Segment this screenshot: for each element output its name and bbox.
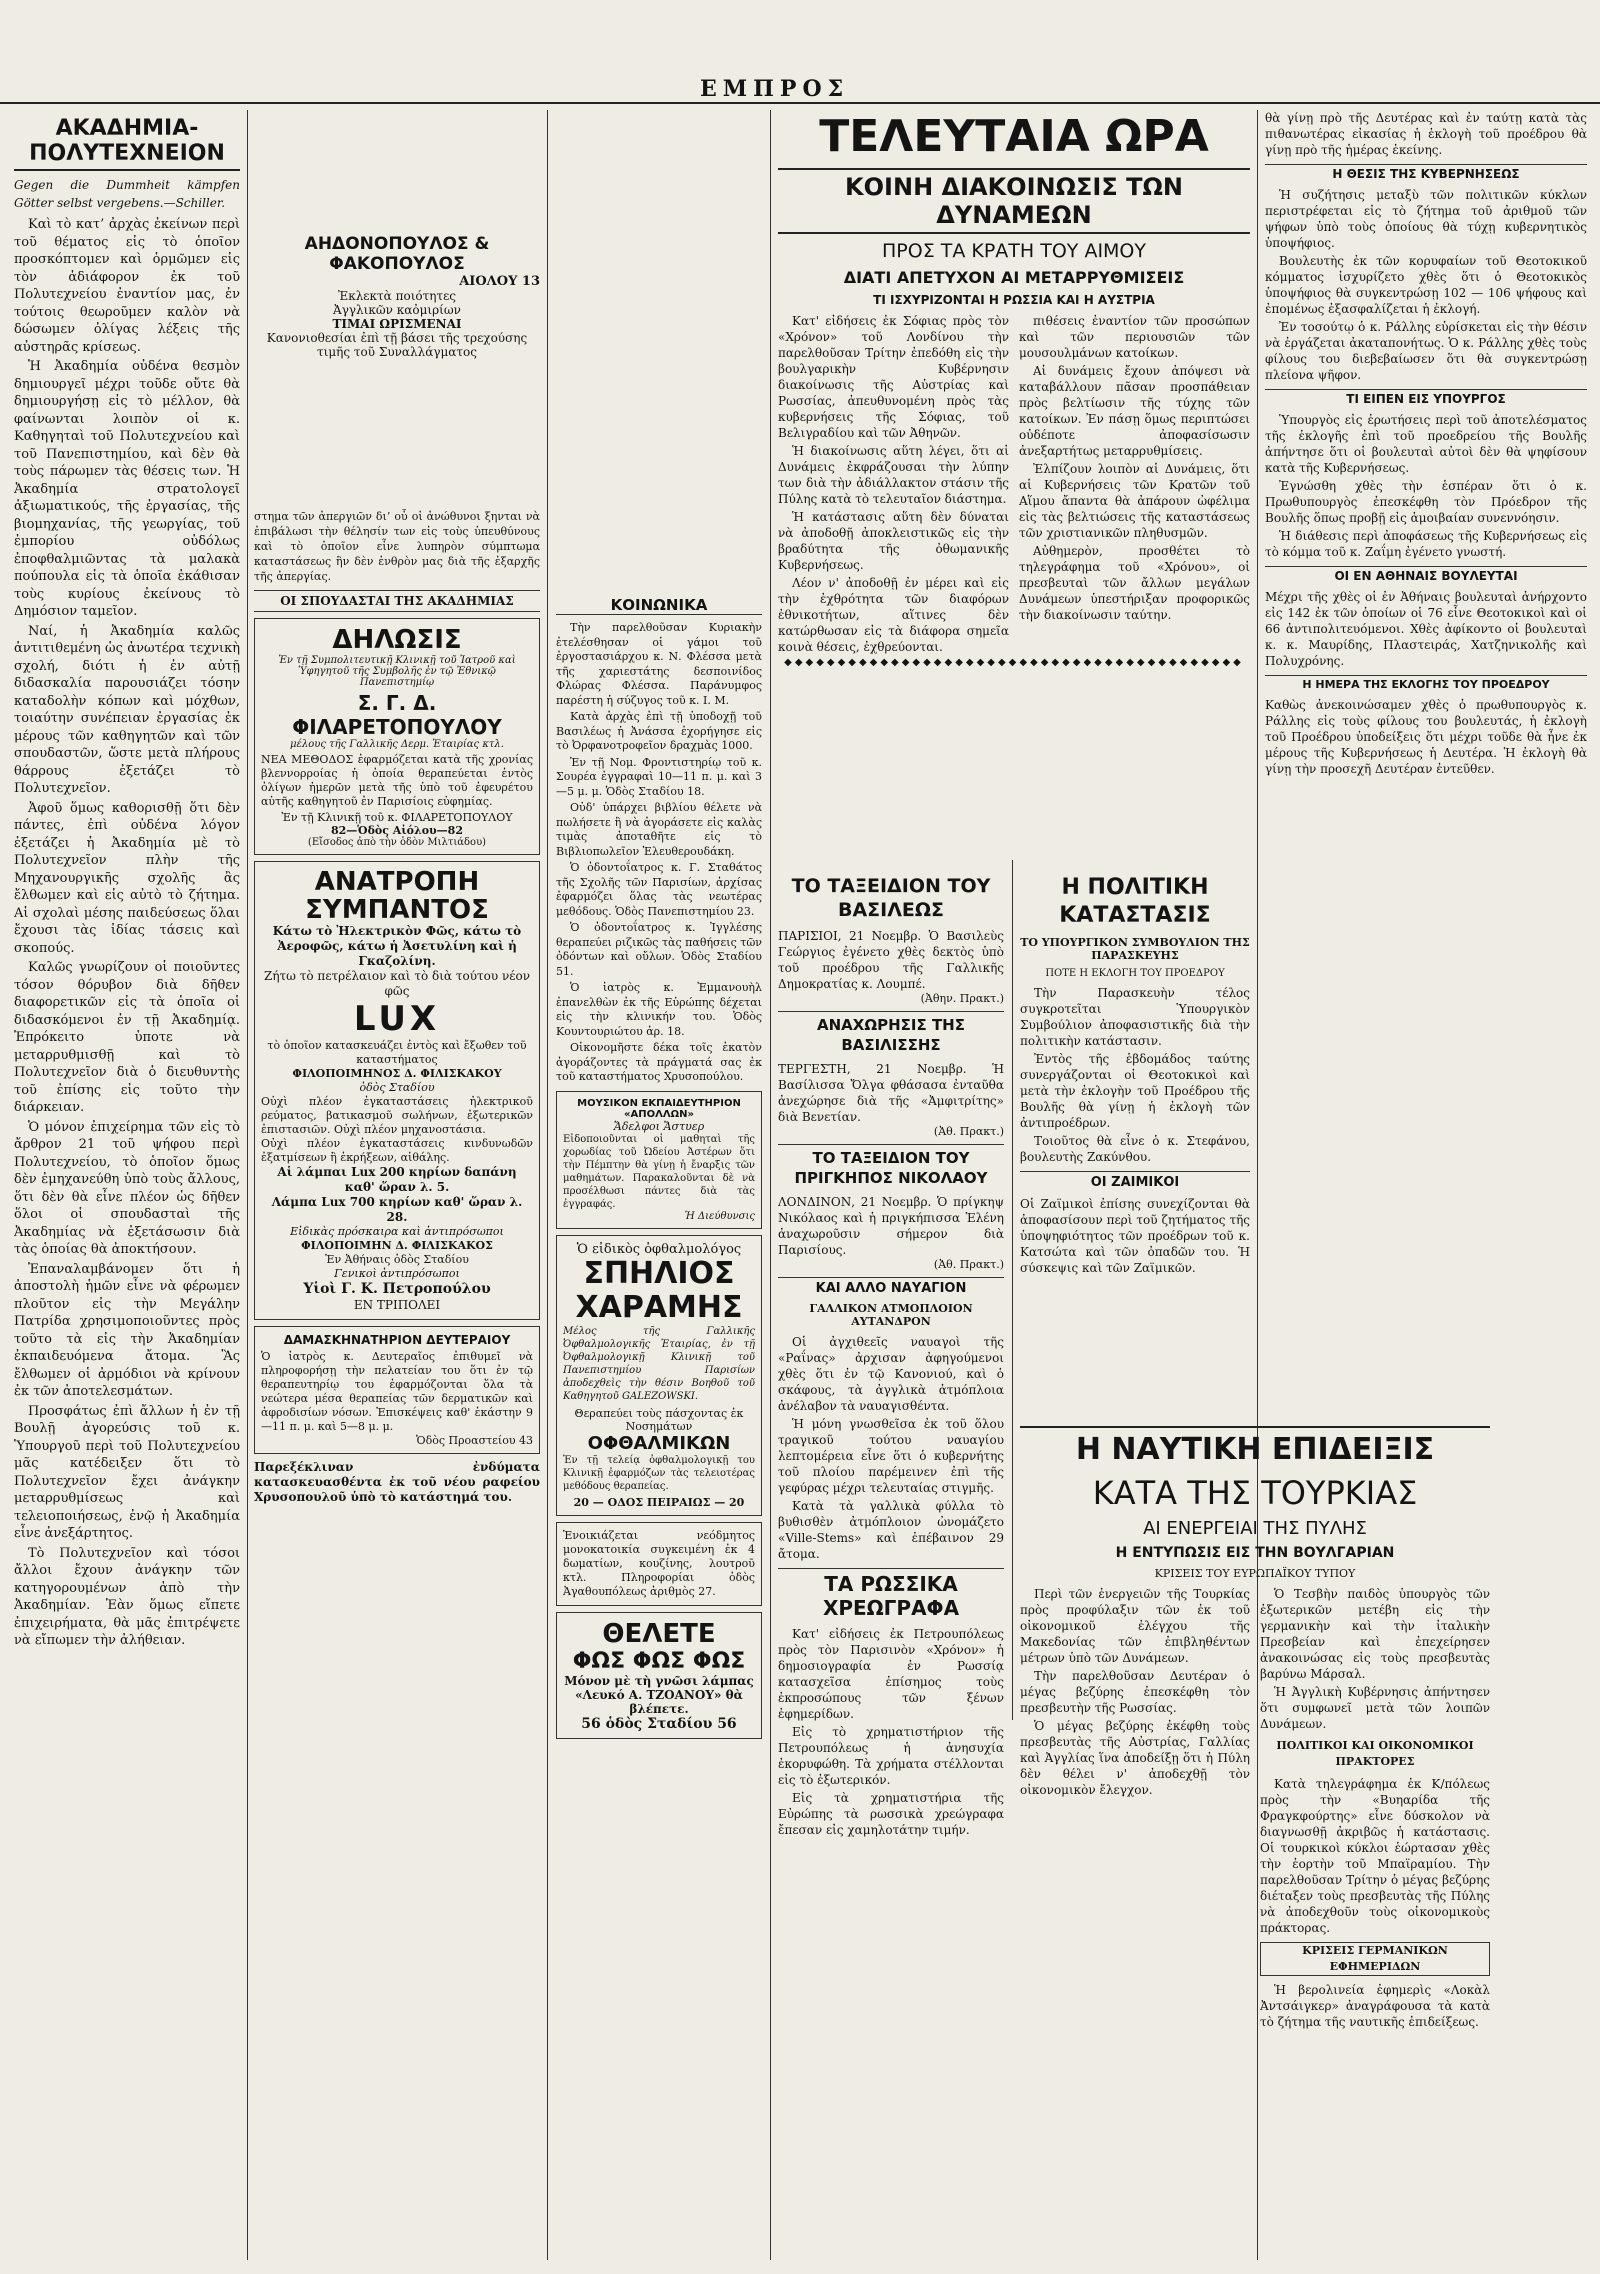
ad-line: Εἰδικὰς πρόσκαιρα καὶ ἀντιπρόσωποι xyxy=(290,1225,504,1238)
paragraph: Καλῶς γνωρίζουν οἱ ποιοῦντες τόσον θόρυβον διὰ δῆθεν διαφορετικῶν εἰς τὰ ὁποῖα οἱ διδασκόμενοι ἐν τῇ Ἀκαδημίᾳ. Ἐπρόκειτο ὑποτε νὰ μεταρρυθμισθῇ καὶ τὸ Πολυτεχνεῖον διὰ ὁ διευθυντὴς τοῦ ἐπίσης εἰς τοῦτο τὴν διάρκειαν. xyxy=(14,960,240,1115)
paragraph: Ἐλπίζουν λοιπὸν αἱ Δυνάμεις, ὅτι αἱ Κυβερνήσεις τῶν Κρατῶν τοῦ Αἵμου ἄπαντα θὰ ἀπάρουν ὠφέλιμα εἰς τὰς βελτιώσεις τῆς καταστάσεως τῶν χριστιανικῶν πληθυσμῶν. xyxy=(1019,462,1250,540)
section-heading: Η ΗΜΕΡΑ ΤΗΣ ΕΚΛΟΓΗΣ ΤΟΥ ΠΡΟΕΔΡΟΥ xyxy=(1265,675,1587,691)
paragraph: Ἡ Ἀγγλικὴ Κυβέρνησις ἀπήντησεν ὅτι συμφωνεῖ μετὰ τῶν λοιπῶν Δυνάμεων. xyxy=(1260,1685,1490,1731)
lux-brand: LUX xyxy=(353,999,441,1039)
shipwreck-body xyxy=(778,1334,1004,1562)
divider: ◆◆◆◆◆◆◆◆◆◆◆◆◆◆◆◆◆◆◆◆◆◆◆◆◆◆◆◆◆◆◆◆◆◆◆◆◆◆◆◆◆◆◆ xyxy=(784,657,1244,668)
paragraph: Αὐθημερὸν, προσθέτει τὸ τηλεγράφημα τοῦ «Χρόνου», οἱ πρεσβευταὶ τῶν ἄλλων μεγάλων Δυνάμεων ὑπεστήριξαν προφορικῶς τὴν διακοίνωσιν ταύτην. xyxy=(1019,544,1250,622)
ad-line: Γενικοὶ ἀντιπρόσωποι xyxy=(334,1267,460,1280)
ad-line: ΦΙΛΟΠΟΙΜΗΝ Δ. ΦΙΛΙΣΚΑΚΟΣ xyxy=(301,1239,493,1252)
paragraph: Μέχρι τῆς χθὲς οἱ ἐν Ἀθήναις βουλευταὶ ἀνήρχοντο εἰς 142 ἐκ τῶν ὁποίων οἱ 76 εἶνε Θεοτοκικοὶ καὶ οἱ 66 ἀντιπολιτευόμενοι. Χθὲς ἀφίκοντο οἱ βουλευταὶ κ. κ. Μαυρίδης, Πλαστειράς, Χατζηνικολῆς καὶ Πολυχρόνης. xyxy=(1265,590,1587,668)
social-item: Ὁ ἰατρὸς κ. Ἐμμανουὴλ ἐπανελθὼν ἐκ τῆς Εὐρώπης δέχεται εἰς τὴν κλινικήν του. Ὁδὸς Κουντουριώτου ἀρ. 18. xyxy=(556,981,762,1038)
ad-ophthalmologist xyxy=(556,1235,762,1516)
column-telegrams xyxy=(778,868,1004,2228)
paragraph: Ἡ κατάστασις αὕτη δὲν δύναται νὰ ἀποδοθῇ ἀποκλειστικῶς εἰς τὴν βραδύτητα τῆς ὀθωμανικῆς Κυβερνήσεως. xyxy=(778,510,1009,572)
telegram-source: (Ἀθ. Πρακτ.) xyxy=(933,1125,1004,1138)
newspaper-title: ΕΜΠΡΟΣ xyxy=(700,76,850,102)
paragraph: πιθέσεις ἐναντίον τῶν προσώπων καὶ τῶν περιουσιῶν τῶν μουσουλμάνων κατοίκων. xyxy=(1019,314,1250,360)
naval-subheading: Η ΕΝΤΥΠΩΣΙΣ ΕΙΣ ΤΗΝ ΒΟΥΛΓΑΡΙΑΝ xyxy=(1115,1545,1395,1561)
ad-line: Θεραπεύει τοὺς πάσχοντας ἐκ Νοσημάτων xyxy=(574,1406,744,1433)
paragraph: Ἐν τοσούτῳ ὁ κ. Ράλλης εὑρίσκεται εἰς τὴν θέσιν νὰ ἐργάζεται ἀκαταπονήτως. Ὁ κ. Ράλλης χθὲς τοὺς φίλους του διεβεβαίωσεν ὅτι θὰ συγκεντρώσῃ πλείονα ψῆφον. xyxy=(1265,320,1587,382)
paragraph: Περὶ τῶν ἐνεργειῶν τῆς Τουρκίας πρὸς προφύλαξιν τῶν ἐκ τοῦ οἰκονομικοῦ ἐλέγχου τῆς Μακεδονίας τῶν ἐπιβληθέντων μέτρων ὑπὸ τῶν Δυνάμεων. xyxy=(1020,1587,1250,1665)
politics-subheading: ΠΟΤΕ Η ΕΚΛΟΓΗ ΤΟΥ ΠΡΟΕΔΡΟΥ xyxy=(1045,968,1225,979)
naval-subheading: ΚΡΙΣΕΙΣ ΤΟΥ ΕΥΡΩΠΑΪΚΟΥ ΤΥΠΟΥ xyxy=(1154,1567,1356,1580)
ad-subtitle: Ἄδελφοι Ἄστυερ xyxy=(613,1119,705,1133)
telegram-body: ΠΑΡΙΣΙΟΙ, 21 Νοεμβρ. Ὁ Βασιλεὺς Γεώργιος ἐγένετο χθὲς δεκτὸς ὑπὸ τοῦ προέδρου τῆς Γαλλικῆς Δημοκρατίας κ. Λουμπέ. xyxy=(778,929,1004,991)
ad-title: ΔΗΛΩΣΙΣ xyxy=(332,625,462,655)
ad-specialty: ΟΦΘΑΛΜΙΚΩΝ xyxy=(587,1432,731,1454)
paragraph: Καὶ τὸ κατ’ ἀρχὰς ἐκείνων περὶ τοῦ θέματος εἰς τὸ ὁποῖον προσκόπτομεν καὶ ὁρμῶμεν εἰς τὸν ἀδιάφορον ἐκ τοῦ Πολυτεχνείου ἐναντίον μας, ἐν τούτοις θεωροῦμεν καλὸν νὰ δώσωμεν ὀλίγας λέξεις τῆς αὐστηρᾶς κρίσεως. xyxy=(14,217,240,355)
ad-line: Οὐχὶ πλέον ἐγκαταστάσεις ἠλεκτρικοῦ ρεύματος, βατικασμοῦ σωλήνων, ἐξωτερικῶν ἐπιστασιῶν. Οὐχὶ πλέον μηχανοστάσια. xyxy=(261,1095,533,1136)
ad-address: 82—Ὁδὸς Αἰόλου—82 xyxy=(331,824,463,837)
telegram-heading: ΚΑΙ ΑΛΛΟ ΝΑΥΑΓΙΟΝ xyxy=(778,1277,1004,1296)
doctor-credentials: μέλους τῆς Γαλλικῆς Δερμ. Ἑταιρίας κτλ. xyxy=(290,739,504,750)
lead-body-left xyxy=(778,313,1009,657)
ad-footer: Ἐν τῇ Κλινικῇ τοῦ κ. ΦΙΛΑΡΕΤΟΠΟΥΛΟΥ xyxy=(281,811,513,824)
paragraph: Ἡ Ἀκαδημία οὐδένα θεσμὸν δημιουργεῖ μέχρι τοῦδε οὔτε θὰ δημιουργήσῃ εἰς τὸ μέλλον, θὰ φαίνωνται λοιπὸν οἱ κ. Καθηγηταὶ τοῦ Πολυτεχνείου καὶ τοῦ Πανεπιστημίου, καὶ δὲν θὰ τοὺς πάρωμεν τὰς θέσεις των. Ἡ Ἀκαδημία στρατολογεῖ ἀξιωματικούς, τῆς ἐργασίας, τῆς βιομηχανίας, τῆς γεωργίας, τοῦ ἐμπορίου οὐδόλως ἐποφθαλμιῶντας τὰ μαλακὰ πούπουλα εἰς τὰ ὁποῖα ἐκάθισαν τοὺς κυρίους ἐκείνους τὸ Δημόσιον ταμεῖον. xyxy=(14,359,240,619)
politics-subheading: ΤΟ ΥΠΟΥΡΓΙΚΟΝ ΣΥΜΒΟΥΛΙΟΝ ΤΗΣ ΠΑΡΑΣΚΕΥΗΣ xyxy=(1020,936,1250,962)
ad-body: Ἐν τῇ τελείᾳ ὀφθαλμολογικῇ του Κλινικῇ ἐφαρμόζων τὰς τελειοτέρας μεθόδους θεραπείας. xyxy=(563,1454,755,1492)
ad-subtitle: Ἐν τῇ Συμπολιτευτικῇ Κλινικῇ τοῦ Ἰατροῦ καὶ Ὑφηγητοῦ τῆς Συμβολῆς ἐν τῷ Ἐθνικῷ Πανεπιστημίῳ xyxy=(278,655,516,688)
social-item: Οὐδ' ὑπάρχει βιβλίου θέλετε νὰ πωλήσετε ἢ νὰ ἀγοράσετε εἰς καλὰς τιμὰς ἀποταθῆτε εἰς τὸ Βιβλιοπωλεῖον Ἐλευθερουδάκη. xyxy=(556,801,762,858)
ad-clinic xyxy=(254,1326,540,1454)
paragraph: Οἱ ἀγχιθεεῖς ναυαγοὶ τῆς «Ραΐνας» ἀρχισαν ἀφηγούμενοι χθὲς ὅτι ἐν τῷ Κανονιού, καὶ ὁ σκάφους, τὰ ἀγγλικὰ ἀτμόπλοια ἀνέλαβον τὰ ναυαγισθέντα. xyxy=(778,1335,1004,1413)
paragraph: Εἰς τὰ χρηματιστήρια τῆς Εὐρώπης τὰ ρωσσικὰ χρεώγραφα ἔπεσαν εἰς χαμηλοτάτην τιμήν. xyxy=(778,1791,1004,1837)
ad-line: Κάτω τὸ Ἠλεκτρικὸν Φῶς, κάτω τὸ Ἀεροφῶς, κάτω ἡ Ἀσετυλίνη καὶ ἡ Γκαζολίνη. xyxy=(272,924,522,968)
social-body xyxy=(556,621,762,1085)
ad-line: Αἱ λάμπαι Lux 200 κηρίων δαπάνη καθ' ὥραν λ. 5. xyxy=(277,1165,517,1194)
column-politics xyxy=(1020,868,1250,1368)
naval-story xyxy=(1020,1420,1490,2032)
telegram-body: ΛΟΝΔΙΝΟΝ, 21 Νοεμβρ. Ὁ πρίγκηψ Νικόλαος καὶ ἡ πριγκήπισσα Ἑλένη ἀναχωροῦσιν σήμερον διὰ Παρισίους. xyxy=(778,1195,1004,1257)
section-body xyxy=(1265,412,1587,560)
section-heading: ΤΙ ΕΙΠΕΝ ΕΙΣ ΥΠΟΥΡΓΟΣ xyxy=(1265,389,1587,406)
ad-line: ὁδὸς Σταδίου xyxy=(359,1081,435,1094)
paragraph: Καθὼς ἀνεκοινώσαμεν χθὲς ὁ πρωθυπουργὸς κ. Ράλλης εἰς τοὺς φίλους του βουλευτάς, ἡ ἐκλογὴ τοῦ Προέδρου ὑποδείξεις ὅτι μέχρι τοῦδε θὰ ἦνε ἐκ μέρους τῆς Κυβερνήσεως ἡ Δευτέρα. Ἡ ἐκλογὴ θὰ γίνῃ τὴν προσεχῆ Δευτέραν ἐντεῦθεν. xyxy=(1265,698,1587,776)
ad-body: Μέλος τῆς Γαλλικῆς Ὀφθαλμολογικῆς Ἑταιρίας, ἐν τῇ Ὀφθαλμολογικῇ Κλινικῇ τοῦ Πανεπιστημίου Παρισίων ἀποδεχθεὶς τὴν θέσιν Βοηθοῦ τοῦ Καθηγητοῦ GALEZOWSKI. xyxy=(563,1325,755,1402)
paragraph: Ἐπαναλαμβάνομεν ὅτι ἡ ἀποστολὴ ἡμῶν εἶνε νὰ φέρωμεν πλοῦτον εἰς τὴν Μεγάλην Πατρίδα χρησιμοποιοῦντες πρὸς τοῦτο τὰ εἰς τὴν Ἀκαδημίαν ἐκπαιδευόμενα ἄτομα. Ἂς ἔλθωμεν οἱ ἀρμόδιοι νὰ κρίνουν ἐκ τῶν ἀποτελεσμάτων. xyxy=(14,1261,240,1399)
telegram-heading: ΑΝΑΧΩΡΗΣΙΣ ΤΗΣ ΒΑΣΙΛΙΣΣΗΣ xyxy=(778,1011,1004,1055)
german-press-heading: ΚΡΙΣΕΙΣ ΓΕΡΜΑΝΙΚΩΝ ΕΦΗΜΕΡΙΔΩΝ xyxy=(1260,1942,1490,1976)
column-ads-left xyxy=(254,110,540,2260)
article-body xyxy=(14,216,240,1650)
ad-slogan: ΦΩΣ ΦΩΣ ΦΩΣ xyxy=(572,1648,746,1674)
telegram-source: (Ἀθην. Πρακτ.) xyxy=(920,992,1004,1005)
ad-title: ΑΗΔΟΝΟΠΟΥΛΟΣ & ΦΑΚΟΠΟΥΛΟΣ xyxy=(304,234,490,274)
paragraph: Ἀφοῦ ὅμως καθορισθῇ ὅτι δὲν πάντες, ἐπὶ οὐδένα λόγον ἐξετάζει ἡ Ἀκαδημία μὲ τὸ Πολυτεχνεῖον πλὴν τῆς Μηχανουργικῆς σχολῆς ἂς ἔλθωμεν καὶ εἰς αὐτὸ τὸ ζήτημα. Αἱ σχολαὶ μέσης παιδεύσεως ὅλαι ἔχουσι τὰς ἰδίας τάσεις καὶ σκοπούς. xyxy=(14,800,240,956)
tailor-notice: Παρεξέκλιναν ἐνδύματα κατασκευασθέντα ἐκ τοῦ νέου ραφείου Χρυσοπουλοῦ ὑπὸ τὸ κατάστημά του. xyxy=(254,1460,540,1504)
ad-address: Ὁδὸς Προαστείου 43 xyxy=(416,1434,533,1447)
column-rule xyxy=(1012,860,1013,1720)
politics-body xyxy=(1020,985,1250,1165)
ad-rent: Ἐνοικιάζεται νεόδμητος μονοκατοικία συγκειμένη ἐκ 4 δωματίων, κουζίνης, λουτροῦ κτλ. Πληροφορίαι ὁδὸς Ἀγαθουπόλεως ἀριθμὸς 27. xyxy=(556,1522,762,1606)
naval-body-right xyxy=(1260,1586,1490,2032)
paragraph: Προσφάτως ἐπὶ ἄλλων ἡ ἐν τῇ Βουλῇ ἀγορεύσις τοῦ κ. Ὑπουργοῦ περὶ τοῦ Πολυτεχνείου μᾶς κατέδειξεν ὅτι τὸ Πολυτεχνεῖον ἔχει ἀνάγκην μεταρρυθμίσεως καὶ τελειοποιήσεως, ἐνῷ ἡ Ἀκαδημία εἶνε ἀνεξάρτητος. xyxy=(14,1403,240,1541)
column-social xyxy=(556,110,762,2260)
ad-light xyxy=(556,1612,762,1739)
telegram-heading: ΤΟ ΤΑΞΕΙΔΙΟΝ ΤΟΥ ΠΡΙΓΚΗΠΟΣ ΝΙΚΟΛΑΟΥ xyxy=(778,1144,1004,1188)
paragraph: Ἡ μόνη γνωσθεῖσα ἐκ τοῦ ὅλου τραγικοῦ τούτου ναυαγίου λεπτομέρεια εἶνε ὅτι ὁ κυβερνήτης τοῦ πλοίου παρέμεινεν ἐπὶ τῆς γεφύρας μέχρι τελευταίας στιγμῆς. xyxy=(778,1417,1004,1495)
ad-body: Ὁ ἰατρὸς κ. Δευτεραῖος ἐπιθυμεῖ νὰ πληροφορήσῃ τὴν πελατείαν του ὅτι ἐν τῷ θεραπευτηρίῳ του ἐφαρμόζονται ὅλα τὰ νεώτερα μέσα θεραπείας τῶν δερματικῶν καὶ ἀφροδισίων νόσων. Ἐπισκέψεις καθ' ἑκάστην 9—11 π. μ. καὶ 5—8 μ. μ. xyxy=(261,1350,533,1433)
telegram-heading: ΤΑ ΡΩΣΣΙΚΑ ΧΡΕΩΓΡΑΦΑ xyxy=(778,1568,1004,1620)
column-rule xyxy=(770,110,771,2260)
paragraph: Εἰς τὸ χρηματιστήριον τῆς Πετρουπόλεως ἡ ἀνησυχία ἐκορυφώθη. Τὰ χρήματα στέλλονται εἰς τὸ ἐξωτερικόν. xyxy=(778,1725,1004,1787)
social-item: Οἰκονομῆστε δέκα τοῖς ἑκατὸν ἀγοράζοντες τὰ πράγματά σας ἐκ τοῦ καταστήματος Χρυσοπούλου. xyxy=(556,1041,762,1083)
paragraph: Κατ' εἰδήσεις ἐκ Σόφιας πρὸς τὸν «Χρόνον» τοῦ Λονδίνου τὴν παρελθοῦσαν Τρίτην ἐπεδόθη εἰς τὴν βουλγαρικὴν Κυβέρνησιν διακοίνωσις τῆς Αὐστρίας καὶ Ρωσσίας, ἀπευθυνομένη πρὸς τὰς κυβερνήσεις τῆς Σόφιας, τοῦ Βελιγραδίου καὶ τῶν Ἀθηνῶν. xyxy=(778,314,1009,440)
telegram-body: ΤΕΡΓΕΣΤΗ, 21 Νοεμβρ. Ἡ Βασίλισσα Ὄλγα φθάσασα ἐνταῦθα ἀνεχώρησε διὰ τῆς «Ἀμφιτρίτης» διὰ Βενετίαν. xyxy=(778,1062,1004,1124)
paragraph: θὰ γίνῃ πρὸ τῆς Δευτέρας καὶ ἐν ταύτῃ κατὰ τὰς πιθανωτέρας εἰκασίας ἡ ἐκλογὴ τοῦ προέδρου θὰ γίνῃ πρὸ τῆς ἡμέρας ἐκείνης. xyxy=(1265,111,1587,157)
paragraph: Τὴν παρελθοῦσαν Δευτέραν ὁ μέγας βεζύρης ἐπεσκέφθη τὸν πρεσβευτὴν τῆς Ρωσσίας. xyxy=(1020,1669,1250,1715)
ad-line: Ἐν Ἀθήναις ὁδὸς Σταδίου xyxy=(325,1253,469,1266)
paragraph: Ἡ διάθεσις περὶ ἀποφάσεως τῆς Κυβερνήσεως εἰς τὸ κόμμα τοῦ κ. Ζαΐμη ἐγένετο γνωστή. xyxy=(1265,529,1587,559)
ad-body: ΝΕΑ ΜΕΘΟΔΟΣ ἐφαρμόζεται κατὰ τῆς χρονίας βλεννορροίας ἡ ὁποία θεραπεύεται ἐντὸς ὀλίγων ἡμερῶν μετὰ τῆς ὑπὸ τοῦ ἐφευρέτου αὐτῆς καθηγητοῦ ἐν Παρισίοις εὐφημίας. xyxy=(261,753,533,808)
paragraph: Τὸ Πολυτεχνεῖον καὶ τόσοι ἄλλοι ἔχουν ἀνάγκην τῶν κατηγορουμένων ἀπὸ τὴν Ἀκαδημίαν. Ἐὰν ὅμως εἴπετε ἐπιχειρήματα, θὰ μᾶς ἐπιτρέψετε νὰ εἴπωμεν τὴν ἀλήθειαν. xyxy=(14,1545,240,1648)
subheadline: ΔΙΑΤΙ ΑΠΕΤΥΧΟΝ ΑΙ ΜΕΤΑΡΡΥΘΜΙΣΕΙΣ xyxy=(843,268,1185,287)
social-item: Ὁ ὀδοντοΐατρος κ. Γ. Σταθάτος τῆς Σχολῆς τῶν Παρισίων, ἀρχίσας ἐφαρμόζει ὅλας τὰς νεωτέρας μεθόδους. Ὁδὸς Πανεπιστημίου 23. xyxy=(556,861,762,918)
section-heading: Η ΘΕΣΙΣ ΤΗΣ ΚΥΒΕΡΝΗΣΕΩΣ xyxy=(1265,164,1587,181)
ad-address-note: (Εἴσοδος ἀπὸ τὴν ὁδὸν Μιλτιάδου) xyxy=(307,837,487,848)
ad-line: τιμῆς τοῦ Συναλλάγματος xyxy=(317,345,477,359)
paragraph: Ἐγνώσθη χθὲς τὴν ἑσπέραν ὅτι ὁ κ. Πρωθυπουργὸς ἐπεσκέφθη τὸν Πρόεδρον τῆς Βουλῆς ὅπως προβῇ εἰς ἀμοιβαίαν συνεννόησιν. xyxy=(1265,479,1587,525)
ad-title: ΘΕΛΕΤΕ xyxy=(602,1618,716,1649)
ad-line: Οὐχὶ πλέον ἐγκαταστάσεις κινδυνωδῶν ἐξατμίσεων ἢ ἐκρήξεων, αἰθάλης. xyxy=(261,1137,533,1164)
ad-line: Ἀγγλικῶν καὀμιρίων xyxy=(333,303,461,317)
ad-aidonopoulos xyxy=(254,230,540,369)
social-item: Κατὰ ἀρχὰς ἐπὶ τῇ ὑποδοχῇ τοῦ Βασιλέως ἡ Ἀνάσσα ἐχορήγησε εἰς τὸ Ὀρφανοτροφεῖον δραχμὰς 1000. xyxy=(556,710,762,752)
paragraph: Κατὰ τηλεγράφημα ἐκ Κ/πόλεως πρὸς τὴν «Βυηαρίδα τῆς Φραγκφούρτης» εἶνε δύσκολον νὰ διαγνωσθῇ ἀκριβῶς ἡ κατάστασις. Οἱ τουρκικοὶ κύκλοι ἑώρτασαν χθὲς τὴν ἑορτὴν τοῦ Μπαϊραμίου. Τὴν παρελθοῦσαν Τρίτην ὁ μέγας βεζύρης διέταξεν τοὺς πρεσβευτὰς τῆς Πύλης νὰ ἀποδεχθοῦν τοὺς οἰκονομικοὺς πράκτορας. xyxy=(1260,1777,1490,1935)
ad-body: Μόνον μὲ τὴ γνῶσι λάμπας «Λευκό Α. ΤΖΟΑΝΟΥ» θὰ βλέπετε. xyxy=(564,1673,754,1716)
ad-intro: Ὁ εἰδικὸς ὀφθαλμολόγος xyxy=(576,1241,742,1257)
social-item: Ὁ ὀδοντοΐατρος κ. Ἰγγλέσης θεραπεύει ριζικῶς τὰς παθήσεις τῶν ὀδόντων καὶ οὔλων. Ὁδὸς Σταδίου 51. xyxy=(556,921,762,978)
masthead xyxy=(0,76,1600,104)
ad-line: τὸ ὁποῖον κατασκευάζει ἐντὸς καὶ ἔξωθεν τοῦ καταστήματος xyxy=(267,1039,527,1066)
zaimikoi-heading: ΟΙ ΖΑΙΜΙΚΟΙ xyxy=(1020,1171,1250,1190)
ad-line: Λάμπα Lux 700 κηρίων καθ' ὥραν λ. 28. xyxy=(271,1195,523,1224)
naval-body-left xyxy=(1020,1586,1250,2032)
doctor-name-1: ΣΠΗΛΙΟΣ xyxy=(583,1255,735,1291)
politics-heading: Η ΠΟΛΙΤΙΚΗ ΚΑΤΑΣΤΑΣΙΣ xyxy=(1059,875,1211,928)
column-parliament xyxy=(1265,110,1587,1410)
paragraph: Ναί, ἡ Ἀκαδημία καλῶς ἀντιτιθεμένη ὡς ἀνωτέρα τεχνικὴ σχολή, διότι ἡ ἐν αὐτῇ διδασκαλία παρουσιάζει τόσην καταδολὴν κόπων καὶ μόχθων, τοιαύτην συνέπειαν ἐργασίας ἐκ μέρους τῶν καθηγητῶν καὶ τῶν σπουδαστῶν, ὥστε μετὰ πλήρους θάρρους ἐξετάζει τὸ Πολυτεχνεῖον. xyxy=(14,623,240,796)
ad-line: ΤΙΜΑΙ ΩΡΙΣΜΕΝΑΙ xyxy=(332,317,462,331)
epigraph-quote: Gegen die Dummheit kämpfen Götter selbst vergebens.—Schiller. xyxy=(14,178,240,210)
ad-line: Υἱοὶ Γ. Κ. Πετροπούλου xyxy=(303,1281,491,1297)
paragraph: Λέον ν' ἀποδοθῇ ἐν μέρει καὶ εἰς τὴν ἐχθρότητα τῶν διαφόρων ἐθνικοτήτων, αἵτινες δὲν κατώρθωσαν εἰς τὰ διάφορα σημεῖα κοινὰ θέσεις, ἐχθρεύονται. xyxy=(778,576,1009,654)
paragraph: Αἱ δυνάμεις ἔχουν ἀπόψεσι νὰ καταβάλλουν πᾶσαν προσπάθειαν πρὸς βελτίωσιν τῆς τύχης τῶν κατοίκων. Ἐν πάσῃ ὅμως περιπτώσει οὐδέποτε ἀποφασίσωσιν ἀνεξαρτήτως μεταρρυθμίσεις. xyxy=(1019,364,1250,458)
paragraph: Ἐντὸς τῆς ἑβδομάδος ταύτης συνεργάζονται οἱ Θεοτοκικοὶ καὶ μετὰ τὴν ἐκλογὴν τοῦ Προέδρου τῆς Βουλῆς θὰ γίνῃ ἡ ἐκλογὴ τῶν ἀντιπροέδρων. xyxy=(1020,1052,1250,1130)
social-item: Ἐν τῇ Νομ. Φροντιστηρίῳ τοῦ κ. Σουρέα ἐγγραφαὶ 10—11 π. μ. καὶ 3—5 μ. μ. Ὁδὸς Σταδίου 18. xyxy=(556,755,762,798)
paragraph: Τὴν Παρασκευὴν τέλος συγκροτεῖται Ὑπουργικὸν Συμβούλιον ἀποφασιστικῆς διὰ τὴν πολιτικὴν κατάστασιν. xyxy=(1020,986,1250,1048)
paragraph: Κατ' εἰδήσεις ἐκ Πετρουπόλεως πρὸς τὸν Παρισινὸν «Χρόνον» ἡ δημοσιογραφία ἐν Ρωσσίᾳ κατασχεῖσα ἐπίσημος τοὺς ἐκπροσώπους τῶν ξένων ἐφημερίδων. xyxy=(778,1627,1004,1721)
social-heading: ΚΟΙΝΩΝΙΚΑ xyxy=(556,596,762,615)
ad-address: 20 — ΟΔΟΣ ΠΕΙΡΑΙΩΣ — 20 xyxy=(573,1495,745,1509)
ad-line: ΕΝ ΤΡΙΠΟΛΕΙ xyxy=(353,1298,441,1312)
ad-lux xyxy=(254,861,540,1320)
naval-subheading: ΑΙ ΕΝΕΡΓΕΙΑΙ ΤΗΣ ΠΥΛΗΣ xyxy=(1143,1518,1367,1539)
bonds-body xyxy=(778,1626,1004,1838)
column-rule xyxy=(247,110,248,2260)
subheadline: ΠΡΟΣ ΤΑ ΚΡΑΤΗ ΤΟΥ ΑΙΜΟΥ xyxy=(882,240,1146,262)
ad-line: Κανονιοθεσίαι ἐπὶ τῇ βάσει τῆς τρεχούσης xyxy=(266,331,528,345)
paragraph: Ὁ Τεσβὴν παιδὸς ὑπουργὸς τῶν ἐξωτερικῶν μετέβη εἰς τὴν γερμανικὴν καὶ τὴν ἰταλικὴν Πρεσβείαν καὶ ἐπεχείρησεν ἀνακοινώσας εἰς τοὺς πρεσβευτὰς βαρύνω Μάρσαλ. xyxy=(1260,1587,1490,1681)
section-heading: ΟΙ ΕΝ ΑΘΗΝΑΙΣ ΒΟΥΛΕΥΤΑΙ xyxy=(1265,566,1587,583)
ad-title: ΑΝΑΤΡΟΠΗ ΣΥΜΠΑΝΤΟΣ xyxy=(305,867,489,925)
ad-line: Ζήτω τὸ πετρέλαιον καὶ τὸ διὰ τούτου νέον φῶς xyxy=(263,969,530,998)
telegram-subheading: ΓΑΛΛΙΚΟΝ ΑΤΜΟΠΛΟΙΟΝ ΑΥΤΑΝΔΡΟΝ xyxy=(809,1302,973,1328)
strike-text: στημα τῶν ἀπεργιῶν δι’ οὗ οἱ ἀνώθυνοι ξηνται νὰ ἐπιβάλωσι τὴν θέλησίν των εἰς τοὺς ὑπευθύνους καὶ τὸ ὁποῖον εἶνε λυπηρὸν σύμπτωμα καταστάσεως ἣν δὲν ἐνθρὸν μας διὰ τῆς ἐξαρχῆς τῆς ἀπεργίας. xyxy=(254,510,540,583)
ad-title: ΜΟΥΣΙΚΟΝ ΕΚΠΑΙΔΕΥΤΗΡΙΟΝ «ΑΠΟΛΛΩΝ» xyxy=(577,1097,741,1120)
naval-headline: Η ΝΑΥΤΙΚΗ ΕΠΙΔΕΙΞΙΣ xyxy=(1020,1426,1490,1468)
paragraph: Κατὰ τὰ γαλλικὰ φύλλα τὸ βυθισθὲν ἀτμόπλοιον ὠνομάζετο «Ville-Stems» καὶ ἐπέβαινον 29 ἄτομα. xyxy=(778,1499,1004,1561)
paragraph: Ὁ μέγας βεζύρης ἐκέφθη τοὺς πρεσβευτὰς τῆς Αὐστρίας, Γαλλίας καὶ Ἀγγλίας ἵνα ἀποδείξῃ ὅτι ἡ Πύλη δὲν θέλει ν' ἀποδεχθῇ τὸν οἰκονομικὸν ἔλεγχον. xyxy=(1020,1719,1250,1797)
column-academy xyxy=(14,110,240,2260)
lead-body-right xyxy=(1019,313,1250,657)
ad-line: ΦΙΛΟΠΟΙΜΗΝΟΣ Δ. ΦΙΛΙΣΚΑΚΟΥ xyxy=(292,1067,502,1080)
column-rule xyxy=(547,110,548,2260)
paragraph: Βουλευτὴς ἐκ τῶν κορυφαίων τοῦ Θεοτοκικοῦ κόμματος ἰσχυρίζετο χθὲς ὅτι ὁ Θεοτοκικὸς ὑποψήφιος θὰ συγκεντρώσῃ 102 — 106 ψήφους καὶ ἐπομένως ἐξασφαλίζεται ἡ ἐκλογή. xyxy=(1265,254,1587,316)
zaimikoi-body: Οἱ Ζαϊμικοὶ ἐπίσης συνεχίζονται θὰ ἀποφασίσουν περὶ τοῦ ζητήματος τῆς ὑποψηφιότητος τῶν προέδρων τοῦ κ. Κατσώτα καὶ τῶν ὀπαδῶν του. Ἡ σύσκεψις καὶ τῶν Ζαϊμικῶν. xyxy=(1020,1197,1250,1275)
ad-body: Εἰδοποιοῦνται οἱ μαθηταὶ τῆς χορωδίας τοῦ Ὠδείου Ἀστέρων ὅτι τὴν Πέμπτην θὰ γίνῃ ἡ ἔναρξις τῶν μαθημάτων. Παρακαλοῦνται δὲ νὰ προσέλθωσι πάντες διὰ τὰς ἐγγραφάς. xyxy=(563,1133,755,1210)
paragraph: Ἡ συζήτησις μεταξὺ τῶν πολιτικῶν κύκλων περιστρέφεται εἰς τὸ ζήτημα τοῦ ἀριθμοῦ τῶν ψήφων ὑπὸ τοὺς ὁποίους θὰ τύχῃ κυβερνητικὸς ὑποψήφιος. xyxy=(1265,188,1587,250)
social-item: Τὴν παρελθοῦσαν Κυριακὴν ἐτελέσθησαν οἱ γάμοι τοῦ ἐργοστασιάρχου κ. Ν. Φλέσσα μετὰ τῆς χαριεστάτης δεσποινίδος Φλώρας Φλέσσα. Παράνυμφος παρέστη ἡ σύζυγος τοῦ κ. Ι. Μ. xyxy=(556,621,762,707)
ad-line: Ἐκλεκτὰ ποιότητες xyxy=(337,289,457,303)
doctor-name-2: ΧΑΡΑΜΗΣ xyxy=(575,1289,743,1325)
doctor-name: Σ. Γ. Δ. ΦΙΛΑΡΕΤΟΠΟΥΛΟΥ xyxy=(292,691,502,739)
ad-address: ΑΙΟΛΟΥ 13 xyxy=(459,274,540,289)
paragraph: Ἡ διακοίνωσις αὕτη λέγει, ὅτι αἱ Δυνάμεις ἐκφράζουσαι τὴν λύπην των διὰ τὴν ἀδιάλλακτον στάσιν τῆς Πύλης κατὰ τὸ τελευταῖον διάστημα. xyxy=(778,444,1009,506)
subheadline: ΤΙ ΙΣΧΥΡΙΖΟΝΤΑΙ Η ΡΩΣΣΙΑ ΚΑΙ Η ΑΥΣΤΡΙΑ xyxy=(873,293,1155,307)
paragraph: Ὁ μόνον ἐπιχείρημα τῶν εἰς τὸ ἄρθρον 21 τοῦ ψήφου περὶ Πολυτεχνείου, τὸ ὁποῖον ὅμως δὲν ἐμηχανεύθη ὑπὸ τοὺς ἄλλους, ὅτι δὲν θὰ εἶνε πλέον ὡς δῆθεν ὅλοι οἱ σπουδασταὶ τῆς Ἀκαδημίας νὰ ἐξετάσωσιν διὰ τὰς ὁποίας θὰ ἀποκτήσουν. xyxy=(14,1119,240,1257)
naval-headline: ΚΑΤΑ ΤΗΣ ΤΟΥΡΚΙΑΣ xyxy=(1092,1474,1418,1512)
ad-music-school xyxy=(556,1091,762,1229)
telegram-heading: ΤΟ ΤΑΞΕΙΔΙΟΝ ΤΟΥ ΒΑΣΙΛΕΩΣ xyxy=(791,875,991,921)
section-body xyxy=(1265,187,1587,383)
ad-declaration xyxy=(254,618,540,855)
paragraph: Τοιοῦτος θὰ εἶνε ὁ κ. Στεφάνου, βουλευτὴς Ζακύνθου. xyxy=(1020,1134,1250,1164)
telegram-source: (Ἀθ. Πρακτ.) xyxy=(933,1258,1004,1271)
students-heading: ΟΙ ΣΠΟΥΔΑΣΤΑΙ ΤΗΣ ΑΚΑΔΗΜΙΑΣ xyxy=(254,590,540,612)
paragraph: Ἡ βερολινεία ἐφημερὶς «Λοκὰλ Ἀντσάιγκερ» ἀναγράφουσα τὰ κατὰ τὸ ζήτημα τῆς ναυτικῆς ἐπιδείξεως. xyxy=(1260,1983,1490,2029)
banner-heading: ΤΕΛΕΥΤΑΙΑ ΩΡΑ xyxy=(819,111,1209,162)
ad-address: 56 ὁδὸς Σταδίου 56 xyxy=(581,1715,737,1732)
headline: ΚΟΙΝΗ ΔΙΑΚΟΙΝΩΣΙΣ ΤΩΝ ΔΥΝΑΜΕΩΝ xyxy=(778,168,1250,234)
article-heading: ΑΚΑΔΗΜΙΑ-ΠΟΛΥΤΕΧΝΕΙΟΝ xyxy=(14,116,240,171)
ad-signature: Ἡ Διεύθυνσις xyxy=(684,1210,755,1222)
lead-story xyxy=(778,110,1250,668)
agents-heading: ΠΟΛΙΤΙΚΟΙ ΚΑΙ ΟΙΚΟΝΟΜΙΚΟΙ ΠΡΑΚΤΟΡΕΣ xyxy=(1276,1739,1474,1768)
paragraph: Ὑπουργὸς εἰς ἐρωτήσεις περὶ τοῦ ἀποτελέσματος τῆς ἐκλογῆς ἐπὶ τοῦ προεδρείου τῆς Βουλῆς ἀπήντησε ὅτι οἱ βουλευταὶ αὐτοὶ δὲν θὰ ψηφίσουν κατὰ τῆς Κυβερνήσεως. xyxy=(1265,413,1587,475)
ad-title: ΔΑΜΑΣΚΗΝΑΤΗΡΙΟΝ ΔΕΥΤΕΡΑΙΟΥ xyxy=(283,1333,511,1347)
